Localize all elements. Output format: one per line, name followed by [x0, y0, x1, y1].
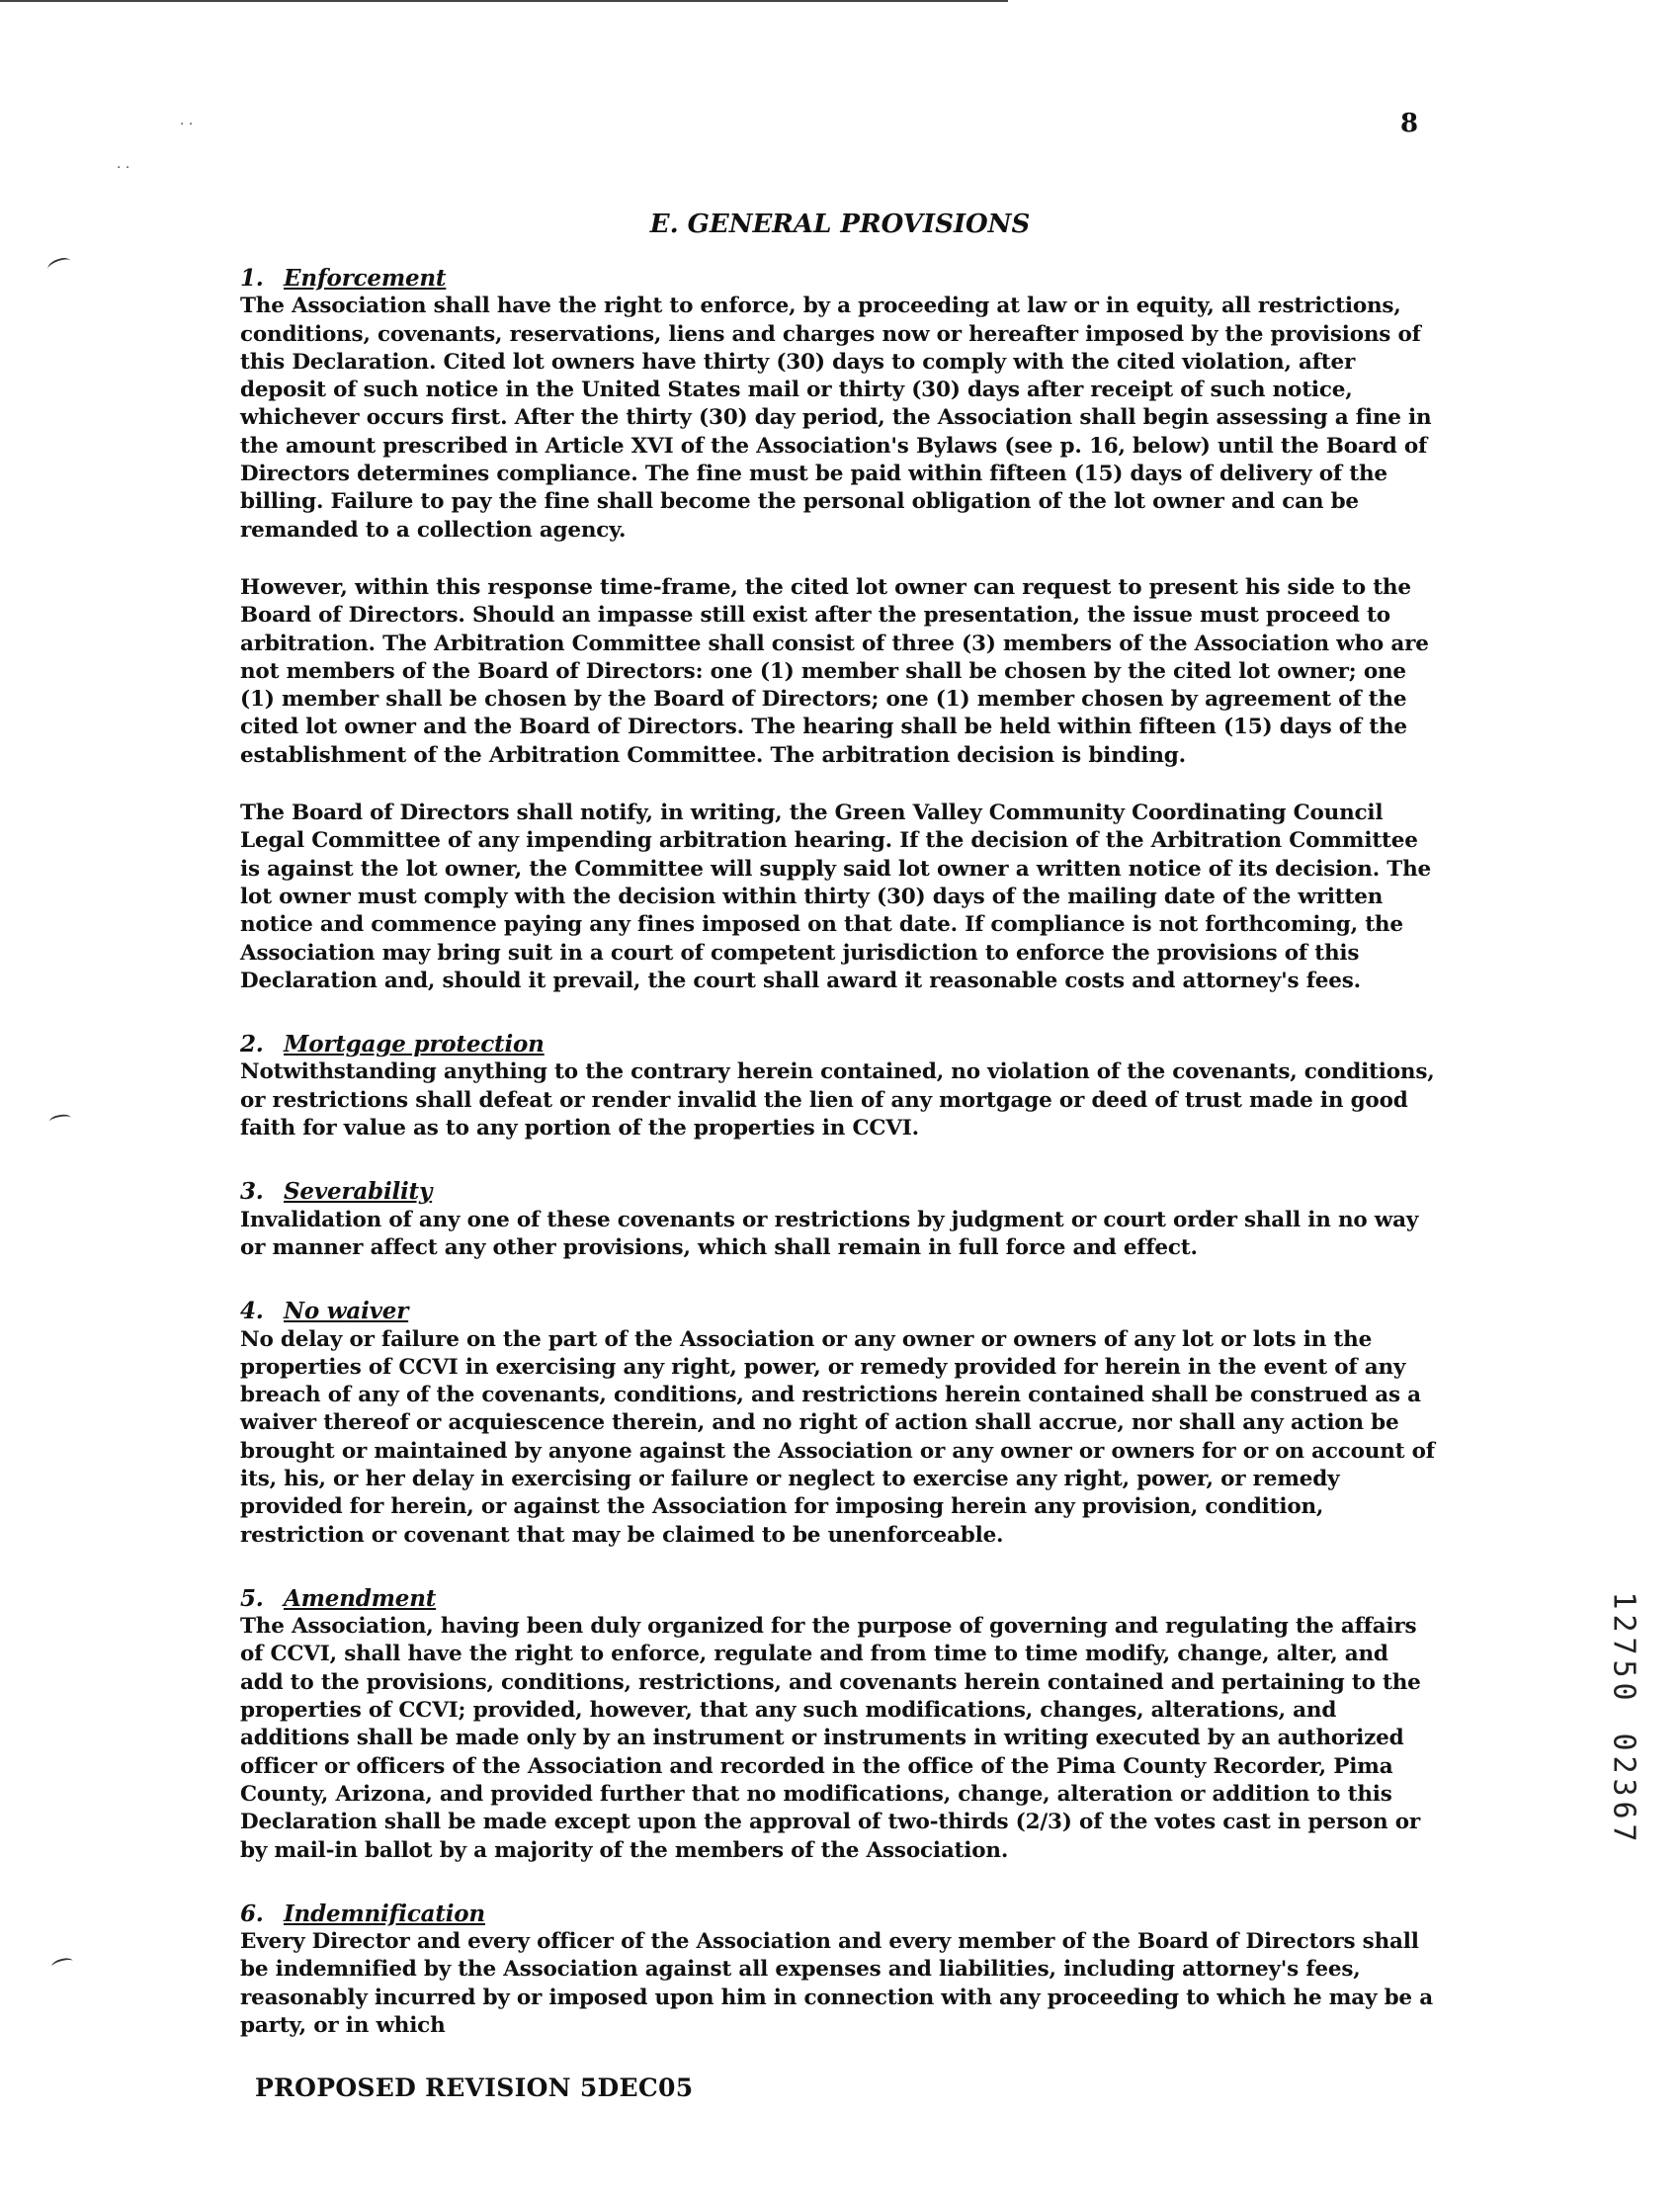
- stamp-digit: 1: [1606, 1591, 1641, 1610]
- section-heading: E. GENERAL PROVISIONS: [649, 210, 1031, 239]
- footer-revision-note: PROPOSED REVISION 5DEC05: [255, 2073, 694, 2102]
- provision-no-waiver: [240, 1298, 1436, 1550]
- provision-heading: [240, 1585, 1436, 1613]
- scan-speck: · ·: [180, 117, 194, 132]
- provision-number: 2.: [240, 1031, 264, 1058]
- provision-heading: [240, 1901, 1436, 1928]
- scan-speck: · ·: [117, 160, 130, 176]
- provision-mortgage-protection: [240, 1031, 1436, 1142]
- provision-heading: [240, 1031, 1436, 1058]
- provision-title: Amendment: [284, 1584, 437, 1612]
- stamp-digit: 7: [1606, 1637, 1641, 1655]
- stamp-digit: 0: [1606, 1733, 1641, 1751]
- provision-heading: [240, 1298, 1436, 1325]
- paragraph: The Association, having been duly organized for the purpose of governing and regulating the affairs of CCVI, shall have the right to enforce, regulate and from time to time modify, change, alter, and add to the provisions, conditions, restrictions, and covenants herein contained and pertaining to the properties of CCVI; provided, however, that any such modifications, changes, alterations, and additions shall be made only by an instrument or instruments in writing executed by an authorized officer or officers of the Association and recorded in the office of the Pima County Recorder, Pima County, Arizona, and provided further that no modifications, change, alteration or addition to this Declaration shall be made except upon the approval of two-thirds (2/3) of the votes cast in person or by mail-in ballot by a majority of the members of the Association.: [240, 1614, 1421, 1863]
- stamp-digit: 2: [1606, 1614, 1641, 1633]
- provision-title: No waiver: [284, 1298, 409, 1325]
- stamp-digit: 7: [1606, 1823, 1641, 1842]
- provision-amendment: [240, 1585, 1436, 1865]
- stamp-digit: 0: [1606, 1682, 1641, 1701]
- paragraph: Invalidation of any one of these covenants or restrictions by judgment or court order shall in no way or manner affect any other provisions, which shall remain in full force and effect.: [240, 1207, 1419, 1260]
- paragraph: The Board of Directors shall notify, in writing, the Green Valley Community Coordinating Council Legal Committee of any impending arbitration hearing. If the decision of the Arbitration Committee is against the lot owner, the Committee will supply said lot owner a written notice of its decision. The lot owner must comply with the decision within thirty (30) days of the mailing date of the written notice and commence paying any fines imposed on that date. If compliance is not forthcoming, the Association may bring suit in a court of competent jurisdiction to enforce the provisions of this Declaration and, should it prevail, the court shall award it reasonable costs and attorney's fees.: [240, 801, 1431, 993]
- paragraph: Notwithstanding anything to the contrary herein contained, no violation of the covenants, conditions, or restrictions shall defeat or render invalid the lien of any mortgage or deed of trust made in good faith for value as to any portion of the properties in CCVI.: [240, 1059, 1435, 1141]
- provision-heading: [240, 1178, 1436, 1206]
- stamp-digit: 2: [1606, 1755, 1641, 1774]
- provisions-body: [240, 265, 1436, 2075]
- provision-number: 4.: [240, 1298, 264, 1325]
- scan-margin-mark: [50, 1956, 74, 1971]
- provision-number: 5.: [240, 1584, 264, 1612]
- paragraph: The Association shall have the right to enforce, by a proceeding at law or in equity, all restrictions, conditions, covenants, reservations, liens and charges now or hereafter imposed by the provisions of this Declaration. Cited lot owners have thirty (30) days to comply with the cited violation, after deposit of such notice in the United States mail or thirty (30) days after receipt of such notice, whichever occurs first. After the thirty (30) day period, the Association shall begin assessing a fine in the amount prescribed in Article XVI of the Association's Bylaws (see p. 16, below) until the Board of Directors determines compliance. The fine must be paid within fifteen (15) days of delivery of the billing. Failure to pay the fine shall become the personal obligation of the lot owner and can be remanded to a collection agency.: [240, 294, 1432, 543]
- scan-margin-mark: [48, 1113, 71, 1127]
- stamp-digit: 3: [1606, 1778, 1641, 1797]
- provision-title: Severability: [284, 1178, 433, 1206]
- provision-number: 3.: [240, 1178, 264, 1206]
- scan-margin-mark: [46, 255, 73, 274]
- paragraph: However, within this response time-frame, the cited lot owner can request to present his side to the Board of Directors. Should an impasse still exist after the presentation, the issue must proceed to arbitration. The Arbitration Committee shall consist of three (3) members of the Association who are not members of the Board of Directors: one (1) member shall be chosen by the cited lot owner; one (1) member shall be chosen by the Board of Directors; one (1) member chosen by agreement of the cited lot owner and the Board of Directors. The hearing shall be held within fifteen (15) days of the establishment of the Arbitration Committee. The arbitration decision is binding.: [240, 574, 1429, 768]
- paragraph: Every Director and every officer of the Association and every member of the Board of Directors shall be indemnified by the Association against all expenses and liabilities, including attorney's fees, reasonably incurred by or imposed upon him in connection with any proceeding to which he may be a party, or in which: [240, 1929, 1433, 2039]
- provision-severability: [240, 1178, 1436, 1262]
- stamp-digit: 6: [1606, 1801, 1641, 1819]
- provision-enforcement: [240, 265, 1436, 995]
- provision-number: 6.: [240, 1900, 264, 1927]
- provision-indemnification: [240, 1901, 1436, 2040]
- provision-number: 1.: [240, 265, 264, 292]
- provision-title: Indemnification: [284, 1900, 485, 1927]
- stamp-digit: 5: [1606, 1659, 1641, 1678]
- page-number: 8: [1400, 109, 1419, 138]
- provision-heading: [240, 265, 1436, 293]
- provision-title: Mortgage protection: [284, 1031, 545, 1058]
- scan-top-edge: [0, 0, 1008, 2]
- provision-title: Enforcement: [284, 265, 447, 292]
- document-stamp-number: [1606, 1589, 1641, 1844]
- paragraph: No delay or failure on the part of the Association or any owner or owners of any lot or lots in the properties of CCVI in exercising any right, power, or remedy provided for herein in the event of any breach of any of the covenants, conditions, and restrictions herein contained shall be construed as a waiver thereof or acquiescence therein, and no right of action shall accrue, nor shall any action be brought or maintained by anyone against the Association or any owner or owners for or on account of its, his, or her delay in exercising or failure or neglect to exercise any right, power, or remedy provided for herein, or against the Association for imposing herein any provision, condition, restriction or covenant that may be claimed to be unenforceable.: [240, 1326, 1435, 1548]
